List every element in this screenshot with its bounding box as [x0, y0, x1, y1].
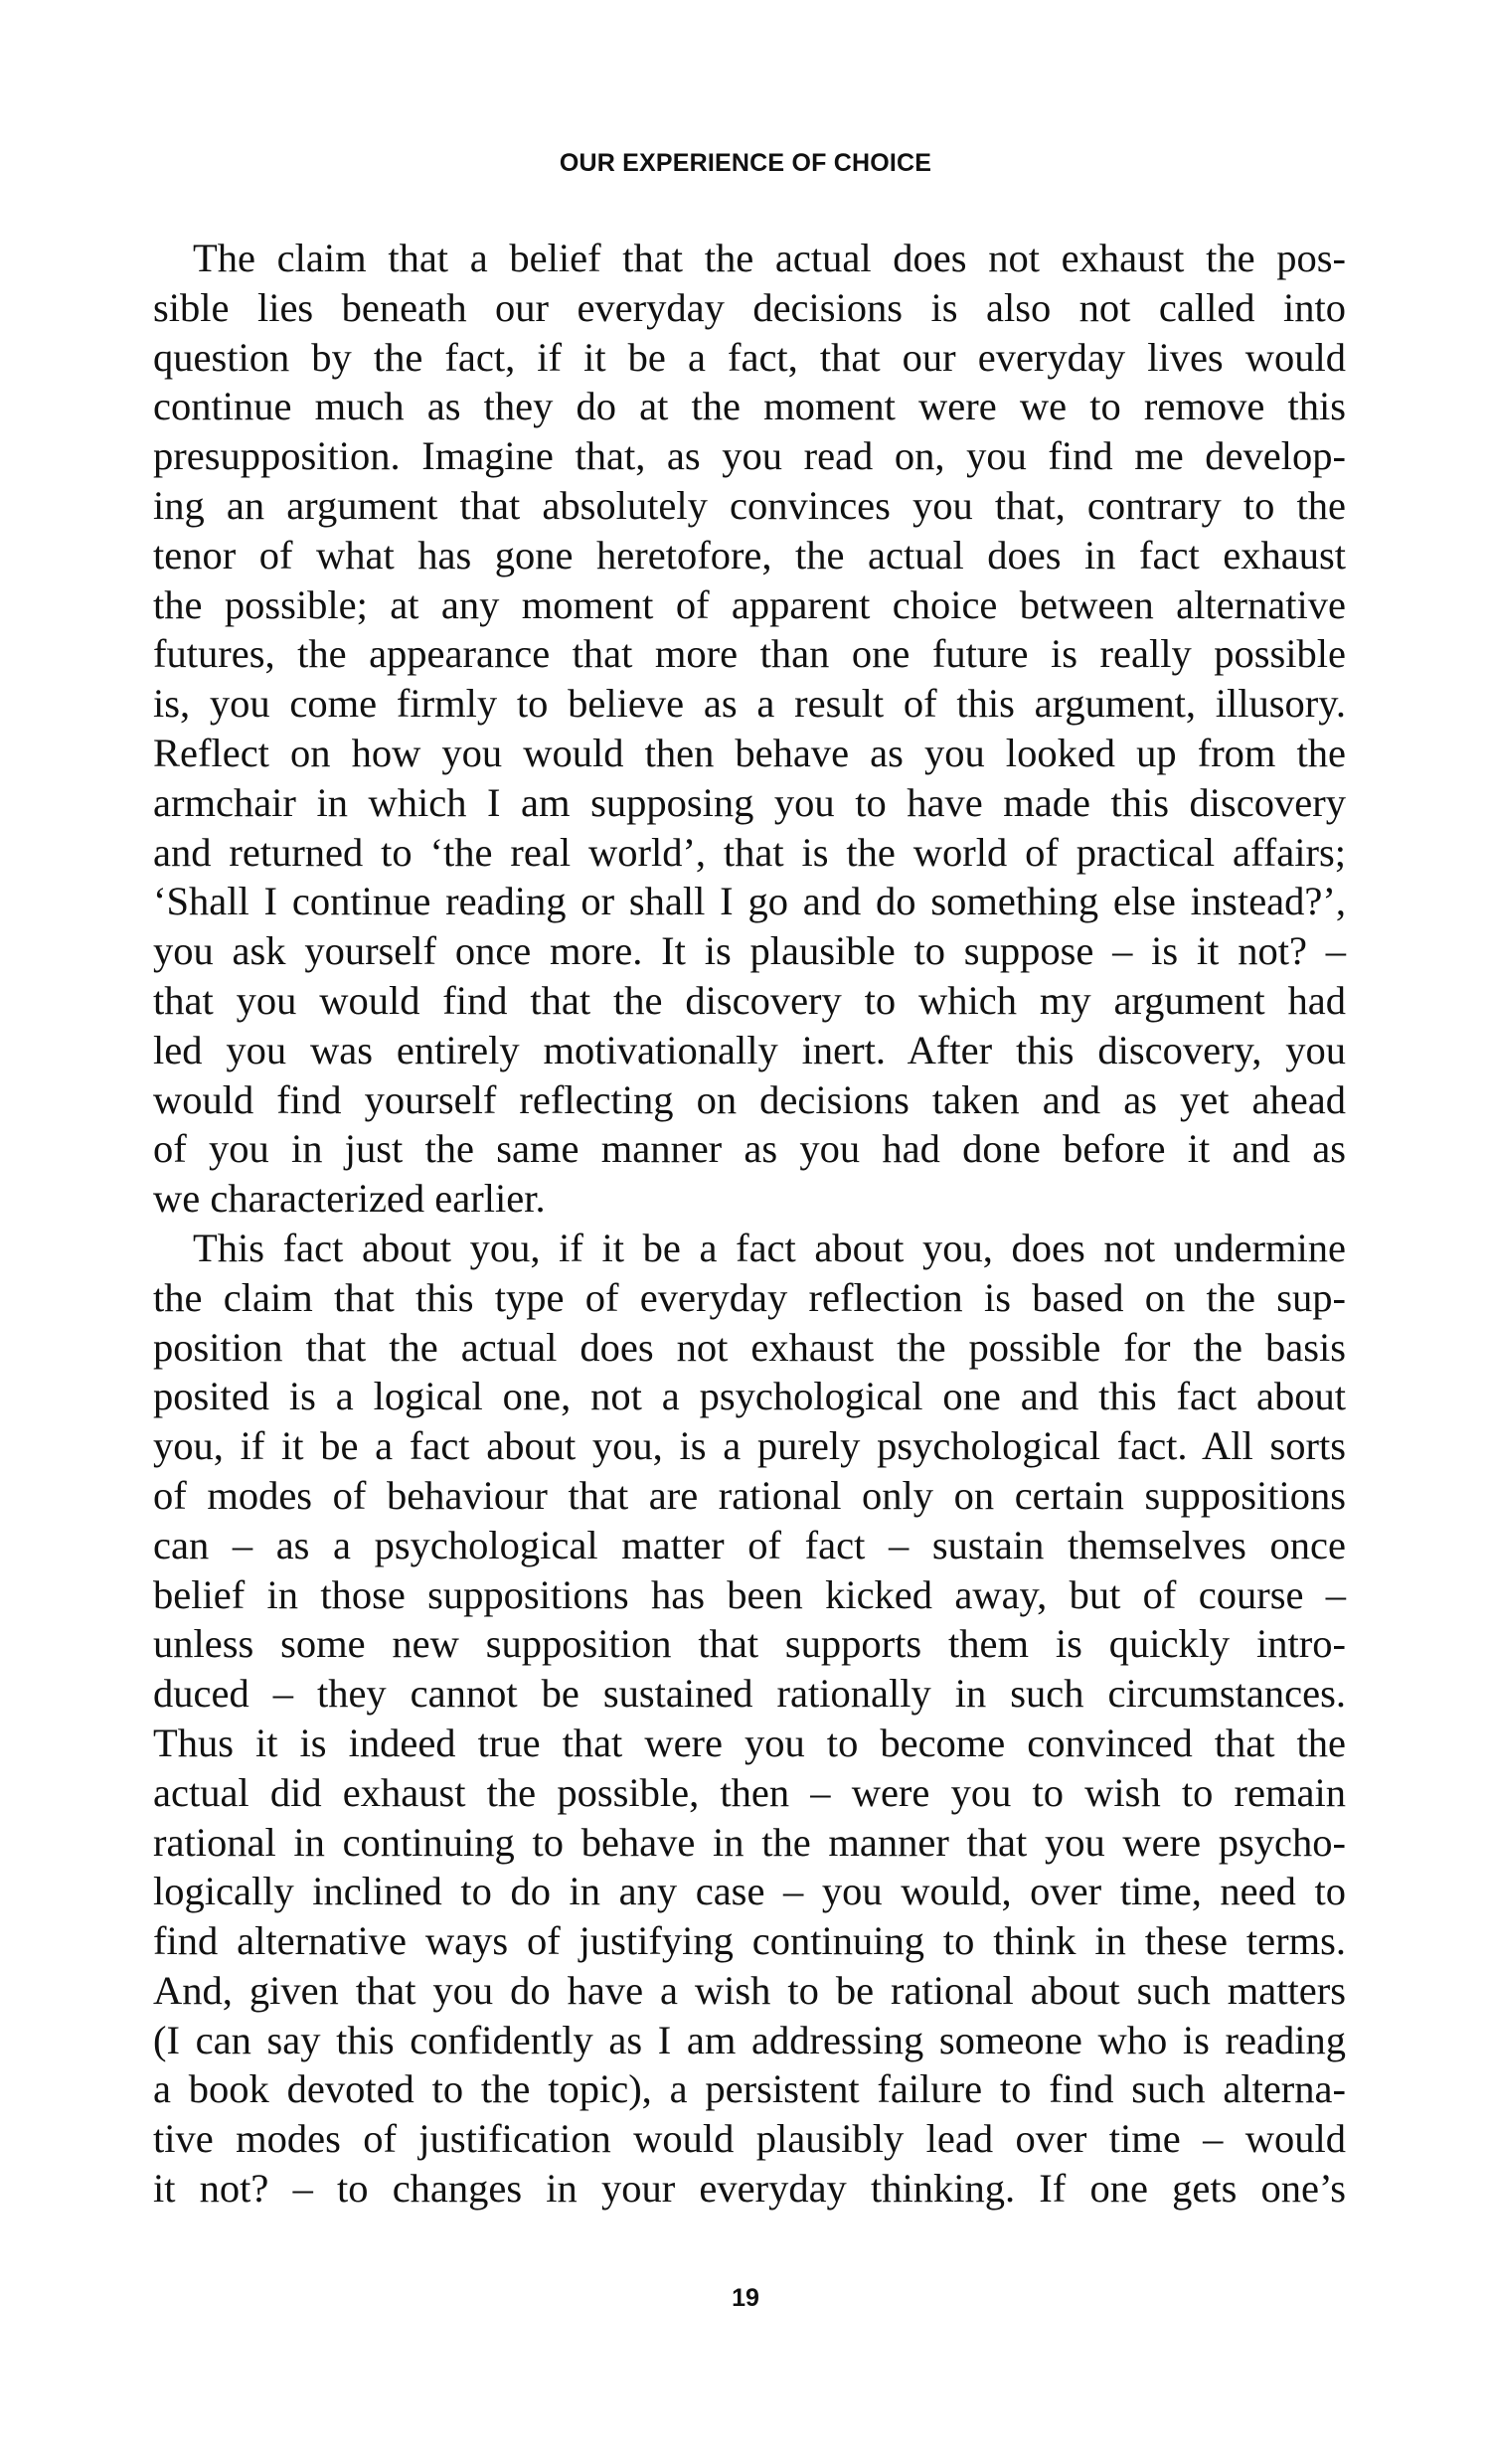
- text-line: the claim that this type of everyday reflection is based on the sup-: [153, 1274, 1346, 1320]
- text-line: sible lies beneath our everyday decisions is also not called into: [153, 284, 1346, 330]
- text-line: logically inclined to do in any case – you would, over time, need to: [153, 1869, 1346, 1914]
- text-line: duced – they cannot be sustained rationally in such circumstances.: [153, 1671, 1346, 1717]
- text-line: the possible; at any moment of apparent choice between alternative: [153, 581, 1346, 627]
- text-line: futures, the appearance that more than one future is really possible: [153, 631, 1346, 677]
- page-number: 19: [732, 2284, 759, 2312]
- text-line: can – as a psychological matter of fact – sustain themselves once: [153, 1522, 1346, 1567]
- page-body: [153, 234, 1346, 2214]
- text-line: And, given that you do have a wish to be rational about such matters: [153, 1967, 1346, 2013]
- text-line: tive modes of justification would plausibly lead over time – would: [153, 2116, 1346, 2162]
- text-line: position that the actual does not exhaust the possible for the basis: [153, 1324, 1346, 1370]
- text-line: led you was entirely motivationally inert. After this discovery, you: [153, 1027, 1346, 1072]
- text-line: presupposition. Imagine that, as you read on, you find me develop-: [153, 433, 1346, 479]
- text-line: it not? – to changes in your everyday thinking. If one gets one’s: [153, 2166, 1346, 2212]
- text-line: ‘Shall I continue reading or shall I go and do something else instead?’,: [153, 879, 1346, 924]
- text-line: that you would find that the discovery to which my argument had: [153, 977, 1346, 1023]
- text-line: we characterized earlier.: [153, 1176, 546, 1222]
- text-line: of you in just the same manner as you had done before it and as: [153, 1126, 1346, 1172]
- text-line: ing an argument that absolutely convinces you that, contrary to the: [153, 482, 1346, 528]
- text-line: of modes of behaviour that are rational only on certain suppositions: [153, 1472, 1346, 1518]
- text-line: is, you come firmly to believe as a result of this argument, illusory.: [153, 681, 1346, 727]
- text-line: continue much as they do at the moment were we to remove this: [153, 384, 1346, 429]
- text-line: and returned to ‘the real world’, that is the world of practical affairs;: [153, 829, 1346, 875]
- text-line: you ask yourself once more. It is plausible to suppose – is it not? –: [153, 928, 1346, 974]
- text-line: Thus it is indeed true that were you to become convinced that the: [153, 1720, 1346, 1765]
- running-header: OUR EXPERIENCE OF CHOICE: [559, 149, 932, 177]
- text-line: question by the fact, if it be a fact, that our everyday lives would: [153, 334, 1346, 380]
- text-line: you, if it be a fact about you, is a purely psychological fact. All sorts: [153, 1423, 1346, 1469]
- text-line: (I can say this confidently as I am addressing someone who is reading: [153, 2017, 1346, 2062]
- text-line: belief in those suppositions has been kicked away, but of course –: [153, 1571, 1346, 1617]
- text-line: Reflect on how you would then behave as you looked up from the: [153, 730, 1346, 775]
- text-line: a book devoted to the topic), a persistent failure to find such alterna-: [153, 2066, 1346, 2112]
- text-line: rational in continuing to behave in the manner that you were psycho-: [153, 1819, 1346, 1865]
- text-line: armchair in which I am supposing you to have made this discovery: [153, 779, 1346, 825]
- text-line: posited is a logical one, not a psychological one and this fact about: [153, 1374, 1346, 1419]
- text-line: unless some new supposition that supports them is quickly intro-: [153, 1621, 1346, 1667]
- text-line: actual did exhaust the possible, then – were you to wish to remain: [153, 1769, 1346, 1815]
- text-line: would find yourself reflecting on decisions taken and as yet ahead: [153, 1076, 1346, 1122]
- text-line: tenor of what has gone heretofore, the actual does in fact exhaust: [153, 532, 1346, 577]
- text-line: find alternative ways of justifying continuing to think in these terms.: [153, 1918, 1346, 1964]
- paragraph-1: [153, 234, 1346, 1224]
- text-line: The claim that a belief that the actual does not exhaust the pos-: [193, 236, 1346, 280]
- text-line: This fact about you, if it be a fact about you, does not undermine: [193, 1225, 1346, 1270]
- paragraph-2: [153, 1224, 1346, 2214]
